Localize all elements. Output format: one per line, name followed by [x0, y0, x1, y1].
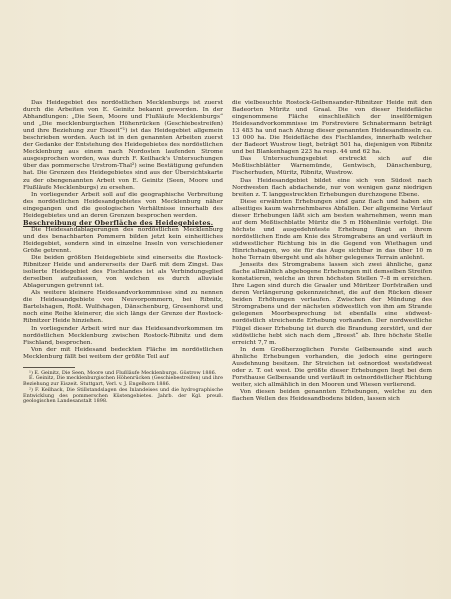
paragraph: Das Heidesandgebiet bildet eine sich von Südost nach Nordwesten flach abdachende, nur von wenigen ganz niedrigen breiten z. T. langgestreckten Erhebungen durchzogene Ebene.: [232, 177, 432, 198]
footnote-rule: [23, 367, 75, 368]
footnote: ¹) E. Geinitz, Die Seen, Moore und Flußläufe Mecklenburgs. Güstrow 1886.: [29, 369, 217, 376]
paragraph: In vorliegender Arbeit soll auf die geographische Verbreitung des nordöstlichen Heidesandgebietes von Mecklenburg näher eingegangen und die geologischen Verhältnisse innerhalb des Heidegebietes und an deren Grenzen besprochen werden.: [23, 191, 223, 219]
paragraph: In vorliegender Arbeit wird nur das Heidesandvorkommen im nordöstlichen Mecklenburg zwischen Rostock-Ribnitz und dem Fischland, besprochen.: [23, 325, 223, 346]
paragraph: die vielbesuchte Rostock-Gelbensander-Ribnitzer Heide mit den Badeorten Müritz und Graal. Die von dieser Heidefläche eingenommene Fläche einschließlich der inselförmigen Heidesandvorkommnisse im Forstreviere Schnatermann beträgt 13 483 ha und nach Abzug dieser genannten Heidesandinseln ca. 13 000 ha. Die Heidefläche des Fischlandes, innerhalb welcher der Badeort Wustrow liegt, beträgt 501 ha, diejenigen von Ribnitz und bei Blankenhagen 223 ha resp. 44 und 62 ha.: [232, 100, 432, 156]
left-column: [23, 100, 223, 405]
right-column: [232, 100, 432, 403]
paragraph: Die Heidesandablagerungen des nordöstlichen Mecklenburg und des benachbarten Pommern bilden jetzt kein einheitliches Heidegebiet, sondern sind in einzelne Inseln von verschiedener Größe getrennt.: [23, 226, 223, 254]
paragraph: Das Untersuchungsgebiet erstreckt sich auf die Meßtischblätter Warnemünde, Gentwisch, Dänschenburg, Fischerhuden, Müritz, Ribnitz, Wustrow.: [232, 156, 432, 177]
paragraph: Jenseits des Stromgrabens lassen sich zwei ähnliche, ganz flache allmählich abgebogene Erhebungen mit demselben Streifen konstatieren, welche an ihren höchsten Stellen 7–8 m erreichen. Ihre Lagen sind durch die Graaler und Müritzer Dorfstraßen und deren Verlängerung gekennzeichnet, die auf den Rücken dieser beiden Erhöhungen verlaufen. Zwischen der Mündung des Stromgrabens und der nächsten südwestlich von ihm am Strande gelegenen Moorbesprechung ist ebenfalls eine südwest-nordöstlich streichende Erhebung vorhanden. Der nordwestliche Flügel dieser Erhebung ist durch die Brandung zerstört, und der südöstliche hebt sich nach dem „Breest“ ab. Ihre höchste Stelle erreicht 7,7 m.: [232, 262, 432, 346]
paragraph: Das Heidegebiet des nordöstlichen Mecklenburgs ist zuerst durch die Arbeiten von E. Geinitz bekannt geworden. In der Abhandlungen: „Die Seen, Moore und Flußläufe Mecklenburgs“ und „Die mecklenburgischen Höhenrücken (Geschiebestreifen) und ihre Beziehung zur Eiszeit“¹) ist das Heidegebiet allgemein beschrieben worden. Auch ist in den genannten Arbeiten zuerst der Gedanke der Entstehung des Heidegebietes des nordöstlichen Mecklenburg aus einem nach Nordosten laufenden Strome ausgesprochen worden, was durch F. Keilhack's Untersuchungen über das pommersche Urstrom-Thal²) seine Bestätigung gefunden hat. Die Grenzen des Heidegebietes sind aus der Übersichtskarte zu der obengenannten Arbeit von E. Geinitz (Seen, Moore und Flußläufe Mecklenburgs) zu ersehen.: [23, 100, 223, 191]
paragraph: Von der mit Heidesand bedeckten Fläche im nordöstlichen Mecklenburg fällt bei weitem der größte Teil auf: [23, 346, 223, 360]
paragraph: Von diesen beiden genannten Erhebungen, welche zu den flachen Wellen des Heidesandbodens bilden, lassen sich: [232, 388, 432, 402]
section-heading: Beschreibung der Oberfläche des Heidegebietes.: [23, 218, 214, 227]
paragraph: In dem Großherzoglichen Forste Gelbensande sind auch ähnliche Erhebungen vorhanden, die jedoch eine geringere Ausdehnung besitzen. Ihr Streichen ist ostnordost westsüdwest oder z. T. ost west. Die größte dieser Erhebungen liegt bei dem Forsthause Gelbensande und verläuft in ostnordöstlicher Richtung weiter, sich allmählich in den Mooren und Wiesen verlierend.: [232, 346, 432, 388]
paragraph: Diese erwähnten Erhebungen sind ganz flach und haben ein allseitiges kaum wahrnehmbares Abfallen. Der allgemeine Verlauf dieser Erhebungen läßt sich am besten wahrnehmen, wenn man auf dem Meßtischblatte Müritz die 5 m Höhenlinie verfolgt. Die höchste und ausgedehnteste Erhebung fängt an ihrem nordöstlichen Ende am Knie des Stromgrabens an und verläuft in südwestlicher Richtung bis in die Gegend von Wiethagen und Hinrichshagen, wo sie für das Auge sichtbar in das über 10 m hohe Terrain übergeht und als höher gelegenes Terrain anlehnt.: [232, 198, 432, 262]
paragraph: Als weitere kleinere Heidesandvorkommnisse sind zu nennen die Heidesandgebiete von Neuvorpommern, bei Ribnitz, Bartelshagen, Roßt. Wulfshagen, Dänschenburg, Gresenhorst und noch eine Reihe kleinerer, die sich längs der Grenze der Rostock-Ribnitzer Heide hinziehen.: [23, 290, 223, 325]
paragraph: Die beiden größten Heidegebiete sind einerseits die Rostock-Ribnitzer Heide und andererseits der Darß mit dem Zingst. Das isolierte Heidegebiet des Fischlandes ist als Verbindungsglied derselben aufzufassen, von welchen es durch alluviale Ablagerungen getrennt ist.: [23, 255, 223, 290]
footnote: ²) F. Keilhack, Die Stillstandslagen des Inlandeises und die hydrographische Entwicklung des pommerschen Küstengebietes. Jahrb. der Kgl. preuß. geologischen Landesanstalt 1898.: [23, 386, 223, 405]
footnote: E. Geinitz, Die mecklenburgischen Höhenrücken (Geschiebestreifen) und ihre Beziehung zur Eiszeit. Stuttgart, Verl. v. J. Engelhorn 1886.: [23, 375, 223, 388]
